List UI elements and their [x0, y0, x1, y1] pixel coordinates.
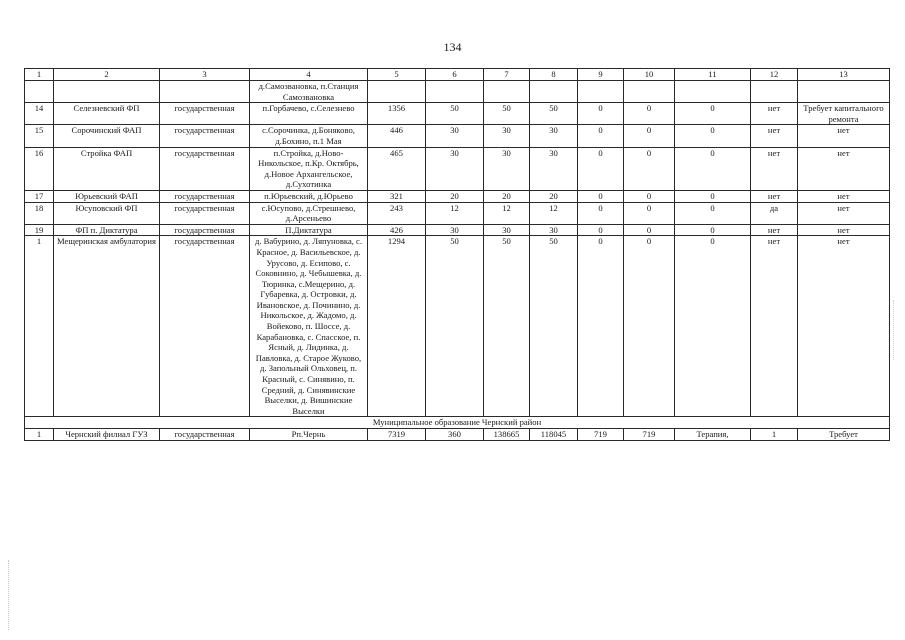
table-cell: 0 — [578, 236, 624, 417]
table-cell: Требует капитального ремонта — [798, 103, 890, 125]
table-cell: 0 — [675, 125, 751, 147]
column-header: 5 — [368, 69, 426, 81]
table-cell: государственная — [160, 236, 250, 417]
page-number: 134 — [443, 40, 462, 54]
table-cell — [368, 81, 426, 103]
table-cell: нет — [798, 190, 890, 202]
table-cell: Юсуповский ФП — [54, 202, 160, 224]
table-cell: Требует — [798, 429, 890, 441]
table-cell: 0 — [578, 202, 624, 224]
table-body — [25, 81, 890, 417]
table-cell: да — [751, 202, 798, 224]
table-cell: 50 — [484, 236, 530, 417]
table-cell: Рп.Чернь — [250, 429, 368, 441]
table-cell: 1356 — [368, 103, 426, 125]
table-row — [25, 429, 890, 441]
table-cell: 30 — [530, 147, 578, 190]
table-cell: государственная — [160, 202, 250, 224]
column-header: 10 — [624, 69, 675, 81]
table-cell: нет — [798, 147, 890, 190]
table-cell — [426, 81, 484, 103]
table-cell: 0 — [624, 147, 675, 190]
table-cell: нет — [751, 236, 798, 417]
table-cell: 0 — [675, 236, 751, 417]
table-cell: 0 — [675, 103, 751, 125]
table-cell: 719 — [624, 429, 675, 441]
table-cell: п.Юрьевский, д.Юрьево — [250, 190, 368, 202]
column-header: 4 — [250, 69, 368, 81]
table-cell: нет — [751, 125, 798, 147]
table-cell: с.Сорочинка, д.Боняково, д.Бохино, п.1 Мая — [250, 125, 368, 147]
table-cell: д.Самозвановка, п.Станция Самозвановка — [250, 81, 368, 103]
table-cell: нет — [798, 125, 890, 147]
table-cell: 0 — [624, 103, 675, 125]
table-cell — [484, 81, 530, 103]
column-header: 9 — [578, 69, 624, 81]
column-header: 2 — [54, 69, 160, 81]
table-cell — [751, 81, 798, 103]
table-cell: 1 — [25, 236, 54, 417]
facilities-table — [24, 68, 890, 441]
table-cell: нет — [751, 103, 798, 125]
table-cell: 12 — [484, 202, 530, 224]
column-header: 12 — [751, 69, 798, 81]
table-cell: 30 — [426, 224, 484, 236]
scan-edge-mark — [893, 300, 895, 360]
table-cell: 14 — [25, 103, 54, 125]
table-cell: 0 — [624, 190, 675, 202]
table-cell: 0 — [624, 202, 675, 224]
table-cell: 138665 — [484, 429, 530, 441]
table-cell: 0 — [578, 190, 624, 202]
table-cell: Селезневский ФП — [54, 103, 160, 125]
table-cell — [54, 81, 160, 103]
table-cell: нет — [751, 147, 798, 190]
table-cell: 118045 — [530, 429, 578, 441]
table-row — [25, 125, 890, 147]
column-header: 3 — [160, 69, 250, 81]
table-cell — [798, 81, 890, 103]
table-cell: нет — [798, 236, 890, 417]
table-cell: 465 — [368, 147, 426, 190]
table-cell: 321 — [368, 190, 426, 202]
header-row — [25, 69, 890, 81]
table-cell: 1294 — [368, 236, 426, 417]
table-cell: нет — [751, 190, 798, 202]
table-cell: 18 — [25, 202, 54, 224]
table-cell: 360 — [426, 429, 484, 441]
table-cell: 0 — [624, 224, 675, 236]
column-header: 7 — [484, 69, 530, 81]
table-cell: Чернский филиал ГУЗ — [54, 429, 160, 441]
scan-edge-mark — [8, 560, 10, 630]
table-cell: 12 — [530, 202, 578, 224]
table-row — [25, 147, 890, 190]
table-cell: 426 — [368, 224, 426, 236]
table-cell: 20 — [426, 190, 484, 202]
table-cell: 1 — [751, 429, 798, 441]
table-cell: 0 — [675, 147, 751, 190]
table-cell: 12 — [426, 202, 484, 224]
table-cell: Юрьевский ФАП — [54, 190, 160, 202]
table-cell: 0 — [578, 147, 624, 190]
table-cell: 50 — [426, 103, 484, 125]
column-header: 13 — [798, 69, 890, 81]
table-cell: 15 — [25, 125, 54, 147]
table-cell: 30 — [530, 125, 578, 147]
table-cell: 0 — [578, 224, 624, 236]
table-cell: нет — [751, 224, 798, 236]
column-header: 8 — [530, 69, 578, 81]
table-cell: Мещеринская амбулатория — [54, 236, 160, 417]
table-cell: Терапия, — [675, 429, 751, 441]
table-cell: государственная — [160, 103, 250, 125]
table-cell: п.Горбачево, с.Селезнево — [250, 103, 368, 125]
table-cell: 30 — [426, 147, 484, 190]
table-cell — [160, 81, 250, 103]
table-row — [25, 81, 890, 103]
table-cell: государственная — [160, 224, 250, 236]
table-cell: 20 — [530, 190, 578, 202]
table-cell: 30 — [426, 125, 484, 147]
table-cell: 0 — [675, 224, 751, 236]
table-cell: государственная — [160, 125, 250, 147]
table-cell — [530, 81, 578, 103]
table-cell: 50 — [426, 236, 484, 417]
table-cell: 243 — [368, 202, 426, 224]
table-row — [25, 236, 890, 417]
column-header: 1 — [25, 69, 54, 81]
table-cell — [578, 81, 624, 103]
table-cell: 1 — [25, 429, 54, 441]
table-cell: 446 — [368, 125, 426, 147]
table-cell — [25, 81, 54, 103]
table-cell: 30 — [484, 125, 530, 147]
table-cell: 50 — [484, 103, 530, 125]
table-cell — [624, 81, 675, 103]
column-header: 11 — [675, 69, 751, 81]
section-title: Муниципальное образование Чернский район — [25, 417, 890, 429]
table-cell — [675, 81, 751, 103]
table-row — [25, 190, 890, 202]
table-cell: с.Юсупово, д.Стрешнево, д.Арсеньево — [250, 202, 368, 224]
table-cell: 7319 — [368, 429, 426, 441]
table-cell: 20 — [484, 190, 530, 202]
table-cell: 0 — [675, 202, 751, 224]
table-cell: 0 — [624, 236, 675, 417]
table-cell: 16 — [25, 147, 54, 190]
table-cell: Сорочинский ФАП — [54, 125, 160, 147]
table-cell: п.Стройка, д.Ново-Никольское, п.Кр. Октябрь, д.Новое Архангельское, д.Сухотинка — [250, 147, 368, 190]
table-cell: П.Диктатура — [250, 224, 368, 236]
section-row — [25, 417, 890, 429]
table-row — [25, 103, 890, 125]
table-cell: государственная — [160, 429, 250, 441]
table-row — [25, 224, 890, 236]
table-cell: 30 — [484, 224, 530, 236]
table-cell: ФП п. Диктатура — [54, 224, 160, 236]
table-cell: 0 — [624, 125, 675, 147]
table-cell: 17 — [25, 190, 54, 202]
table-cell: 30 — [484, 147, 530, 190]
column-header: 6 — [426, 69, 484, 81]
table-cell: Стройка ФАП — [54, 147, 160, 190]
table-cell: нет — [798, 224, 890, 236]
table-cell: нет — [798, 202, 890, 224]
table-cell: 0 — [578, 103, 624, 125]
table-cell: 719 — [578, 429, 624, 441]
table-cell: 19 — [25, 224, 54, 236]
table-cell: 50 — [530, 236, 578, 417]
table-cell: д. Вабурино, д. Ляпуновка, с. Красное, д. Васильевское, д. Урусово, д. Есипово, с. Соковнино, д. Чебышевка, д. Тюринка, с.Мещерино, д. Губаревка, д. Островки, д. Ивановское, д. Починино, д. Никольское, д. Жадомо, д. Войеково, п. Шоссе, д. Карабановка, с. Спасское, п. Ясный, д. Лидинка, д. Павловка, д. Старое Жуково, д. Запольный Ольховец, п. Красный, с. Синявино, п. Средний, д. Синявинские Выселки, д. Вишинские Выселки — [250, 236, 368, 417]
table-cell: государственная — [160, 190, 250, 202]
table-cell: государственная — [160, 147, 250, 190]
table-row — [25, 202, 890, 224]
table-cell: 0 — [675, 190, 751, 202]
table-cell: 30 — [530, 224, 578, 236]
table-cell: 50 — [530, 103, 578, 125]
table-cell: 0 — [578, 125, 624, 147]
